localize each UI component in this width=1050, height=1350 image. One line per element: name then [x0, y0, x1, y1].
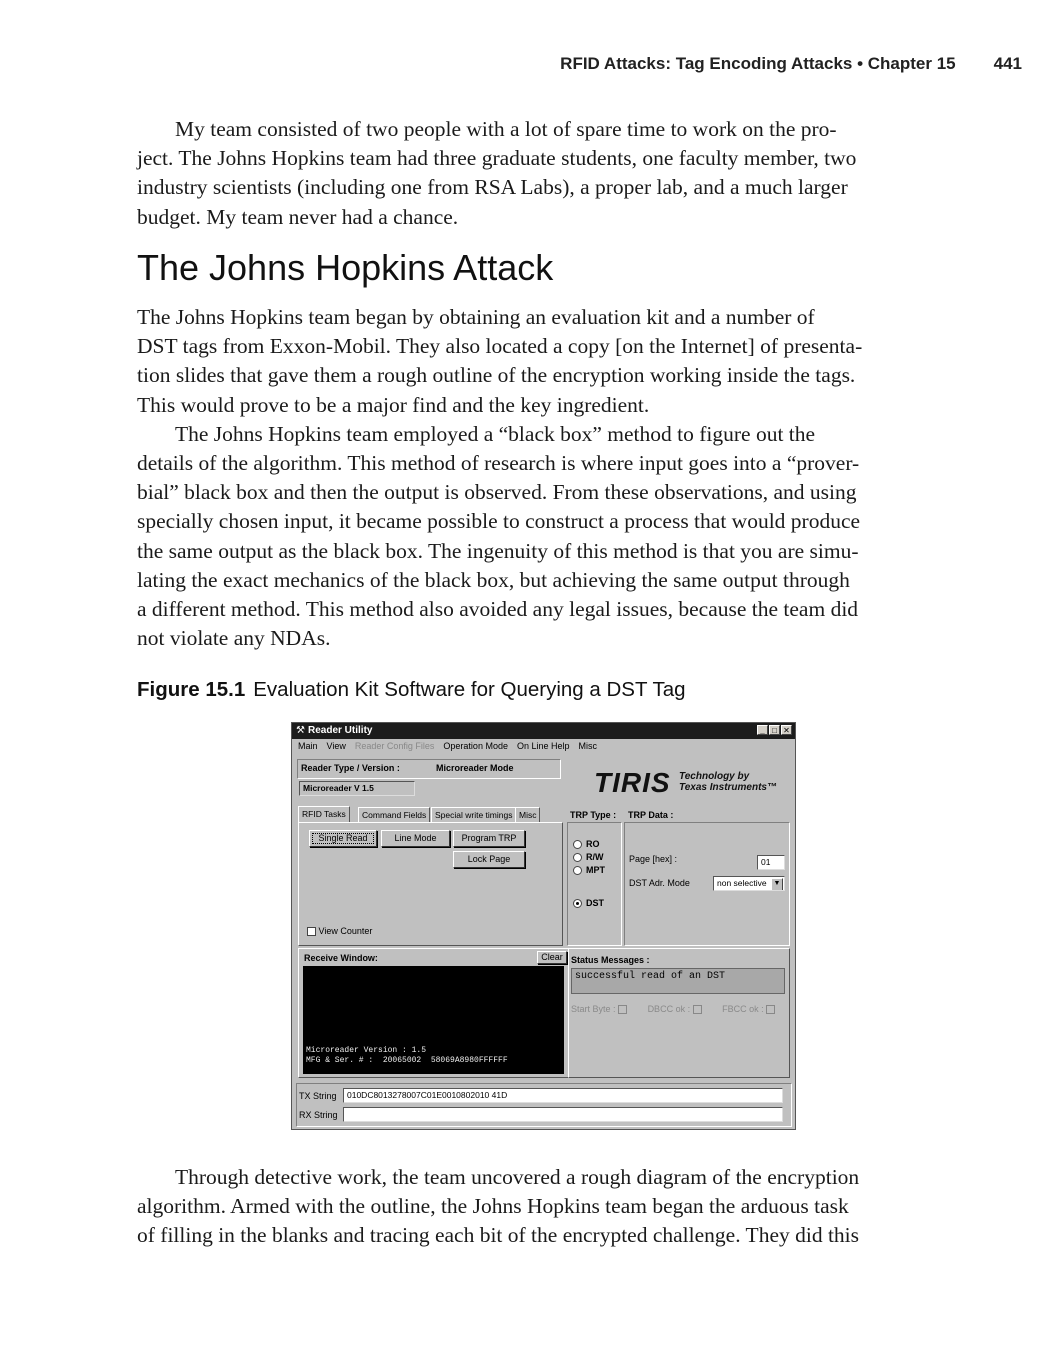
text-line: budget. My team never had a chance.: [137, 204, 459, 229]
menu-operation-mode[interactable]: Operation Mode: [443, 741, 508, 751]
radio-ro-label: RO: [586, 839, 600, 849]
text-line: details of the algorithm. This method of research is where input goes into a “prover-: [137, 451, 860, 476]
trp-type-label: TRP Type :: [570, 810, 617, 820]
tab-rfid-tasks[interactable]: RFID Tasks: [298, 806, 350, 822]
dropdown-arrow-icon: ▼: [771, 878, 783, 891]
fbcc-checkbox: [766, 1005, 775, 1014]
text-line: ject. The Johns Hopkins team had three graduate students, one faculty member, two: [137, 146, 857, 171]
radio-mpt-label: MPT: [586, 865, 605, 875]
running-title: RFID Attacks: Tag Encoding Attacks • Chapter 15: [560, 54, 956, 73]
section-title: The Johns Hopkins Attack: [137, 247, 554, 288]
clear-button[interactable]: Clear: [537, 951, 567, 964]
page-hex-label: Page [hex] :: [629, 854, 678, 864]
status-panel: [568, 948, 790, 1078]
status-messages-label: Status Messages :: [571, 955, 650, 965]
tab-special-write-timings[interactable]: Special write timings: [431, 807, 516, 822]
view-counter-checkbox[interactable]: [307, 926, 372, 936]
fbcc-label: FBCC ok :: [722, 1004, 764, 1014]
radio-mpt[interactable]: [573, 864, 605, 877]
checkbox-icon: [307, 927, 316, 936]
menu-view[interactable]: View: [326, 741, 346, 751]
reader-utility-window: [291, 722, 796, 1130]
receive-panel: [298, 948, 569, 1078]
radio-ro[interactable]: [573, 838, 605, 851]
figure-caption-text: Evaluation Kit Software for Querying a DST Tag: [253, 678, 686, 701]
text-line: The Johns Hopkins team began by obtaining an evaluation kit and a number of: [137, 305, 815, 329]
text-line: the same output as the black box. The ingenuity of this method is that you are simu-: [137, 538, 859, 563]
text-line: lating the exact mechanics of the black box, but achieving the same output through: [137, 567, 850, 592]
start-byte-checkbox: [618, 1005, 627, 1014]
tab-command-fields[interactable]: Command Fields: [358, 807, 430, 822]
running-header: [560, 54, 1022, 74]
text-line: My team consisted of two people with a lot of spare time to work on the pro-: [175, 117, 837, 141]
view-counter-label: View Counter: [318, 926, 373, 936]
tab-misc[interactable]: Misc: [515, 807, 540, 822]
dst-adr-mode-value: non selective: [717, 878, 767, 888]
line-mode-button[interactable]: Line Mode: [381, 830, 450, 847]
reader-type-label: Reader Type / Version :: [301, 763, 400, 773]
menu-reader-config-files[interactable]: Reader Config Files: [354, 741, 435, 751]
paragraph-detective-work: [137, 1163, 949, 1251]
figure-label: Figure 15.1: [137, 678, 246, 701]
reader-type-panel: [297, 759, 561, 779]
dbcc-checkbox: [693, 1005, 702, 1014]
dbcc-label: DBCC ok :: [647, 1004, 691, 1014]
text-line: industry scientists (including one from RSA Labs), a proper lab, and a much larger: [137, 175, 848, 200]
radio-selected-icon: [573, 899, 582, 908]
text-line: The Johns Hopkins team employed a “black box” method to figure out the: [175, 421, 816, 446]
receive-line: Microreader Version : 1.5: [306, 1046, 427, 1055]
text-line: tion slides that gave them a rough outline of the encryption working inside the tags.: [137, 363, 856, 388]
text-line: not violate any NDAs.: [137, 626, 331, 651]
radio-icon: [573, 840, 582, 849]
single-read-button[interactable]: Single Read: [309, 830, 377, 847]
app-icon: ⚒: [296, 725, 305, 736]
rx-string-label: RX String: [299, 1110, 338, 1120]
menu-main[interactable]: Main: [298, 741, 318, 751]
text-line: of filling in the blanks and tracing each bit of the encrypted challenge. They did this: [137, 1223, 860, 1248]
rfid-tasks-panel: [298, 822, 563, 946]
text-line: algorithm. Armed with the outline, the Johns Hopkins team began the arduous task: [137, 1194, 849, 1219]
check-flags: [571, 1004, 775, 1014]
tiris-logo: TIRIS: [594, 767, 671, 798]
logo-tagline-1: Technology by: [679, 771, 750, 782]
paragraph-evaluation-kit: [137, 303, 949, 653]
rx-string-input[interactable]: [343, 1107, 783, 1122]
dst-adr-mode-select[interactable]: [713, 876, 785, 891]
text-line: DST tags from Exxon-Mobil. They also located a copy [on the Internet] of presenta-: [137, 334, 863, 359]
program-trp-button[interactable]: Program TRP: [453, 830, 525, 847]
text-line: bial” black box and then the output is observed. From these observations, and using: [137, 480, 857, 505]
logo-tagline: [679, 771, 777, 793]
radio-icon: [573, 853, 582, 862]
receive-window: [303, 966, 564, 1074]
text-line: Through detective work, the team uncovered a rough diagram of the encryption: [175, 1165, 860, 1189]
receive-window-label: Receive Window:: [304, 953, 378, 963]
menu-online-help[interactable]: On Line Help: [516, 741, 570, 751]
lock-page-button[interactable]: Lock Page: [453, 851, 525, 868]
window-title: Reader Utility: [308, 725, 373, 736]
tx-rx-panel: [296, 1083, 792, 1127]
trp-data-label: TRP Data :: [628, 810, 674, 820]
dst-adr-mode-label: DST Adr. Mode: [629, 878, 690, 888]
maximize-button[interactable]: □: [769, 725, 780, 735]
menu-misc[interactable]: Misc: [578, 741, 598, 751]
trp-data-group: [624, 822, 790, 946]
text-line: a different method. This method also avoided any legal issues, because the team did: [137, 597, 859, 622]
figure-caption: [137, 678, 686, 702]
minimize-button[interactable]: _: [757, 725, 768, 735]
status-message: successful read of an DST: [571, 968, 785, 994]
tab-strip: [298, 807, 566, 823]
radio-icon: [573, 866, 582, 875]
page-number: 441: [993, 54, 1022, 73]
reader-mode-value: Microreader Mode: [436, 763, 514, 773]
tx-string-label: TX String: [299, 1091, 337, 1101]
radio-dst[interactable]: [573, 897, 605, 910]
receive-line: MFG & Ser. # : 20065002 58069A8980FFFFFF: [306, 1056, 508, 1065]
page-hex-input[interactable]: 01: [757, 855, 785, 870]
trp-type-group: [567, 822, 622, 946]
radio-rw-label: R/W: [586, 852, 604, 862]
text-line: This would prove to be a major find and the key ingredient.: [137, 392, 650, 417]
title-bar: [292, 723, 795, 739]
start-byte-label: Start Byte :: [571, 1004, 616, 1014]
close-button[interactable]: ✕: [781, 725, 792, 735]
trp-type-options: [573, 838, 605, 910]
reader-version-field: Microreader V 1.5: [299, 781, 415, 796]
radio-rw[interactable]: [573, 851, 605, 864]
paragraph-team: [137, 115, 949, 232]
logo-tagline-2: Texas Instruments™: [679, 782, 777, 793]
text-line: specially chosen input, it became possible to construct a process that would produce: [137, 509, 861, 534]
radio-dst-label: DST: [586, 898, 604, 908]
menu-bar: [292, 739, 795, 754]
tx-string-input[interactable]: 010DC8013278007C01E0010802010 41D: [343, 1088, 783, 1103]
